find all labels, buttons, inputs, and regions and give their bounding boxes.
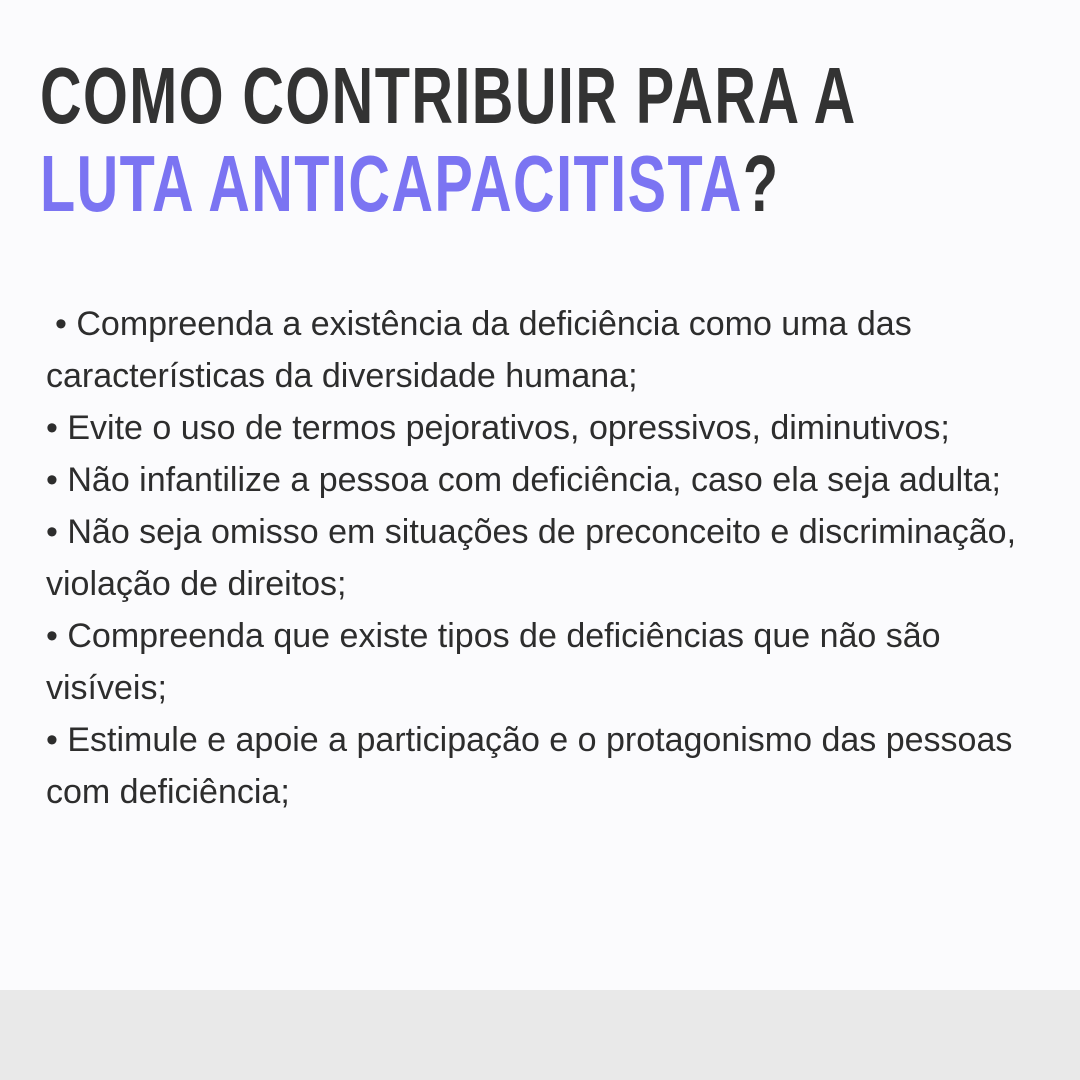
title-question-mark: ? [742, 139, 780, 228]
footer-band [0, 990, 1080, 1080]
tip-item: • Evite o uso de termos pejorativos, opressivos, diminutivos; [46, 409, 950, 447]
tip-item: • Não seja omisso em situações de preconceito e discriminação, violação de direitos; [46, 513, 1017, 603]
tip-item: • Não infantilize a pessoa com deficiência, caso ela seja adulta; [46, 461, 1002, 499]
title-line-2 [40, 139, 780, 228]
title-highlight: LUTA ANTICAPACITISTA [40, 139, 743, 228]
tips-list [46, 298, 1046, 818]
title-line-1: COMO CONTRIBUIR PARA A [40, 51, 857, 140]
tip-item: • Compreenda a existência da deficiência como uma das características da diversidade humana; [46, 305, 912, 395]
tip-item: • Compreenda que existe tipos de deficiências que não são visíveis; [46, 617, 941, 707]
post-title [40, 51, 857, 228]
tip-item: • Estimule e apoie a participação e o protagonismo das pessoas com deficiência; [46, 721, 1013, 811]
